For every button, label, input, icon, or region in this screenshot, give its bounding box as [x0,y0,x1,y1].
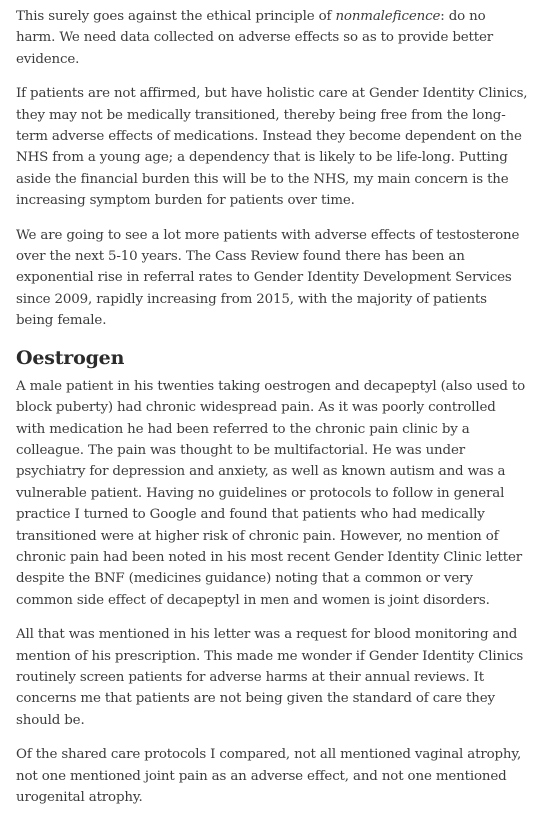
paragraph-ethics [16,6,528,70]
article-body [16,6,528,821]
paragraph-shared-care: Of the shared care protocols I compared, not all mentioned vaginal atrophy, not one mentioned joint pain as an adverse effect, and not one mentioned urogenital atrophy. [16,747,522,805]
paragraph-ethics-text-end: : do no harm. We need data collected on adverse effects so as to provide better evidence. [16,9,494,67]
section-heading-oestrogen: Oestrogen [16,346,125,369]
paragraph-ethics-text-start: This surely goes against the ethical principle of [16,9,336,24]
paragraph-case-study: A male patient in his twenties taking oestrogen and decapeptyl (also used to block puberty) had chronic widespread pain. As it was poorly controlled with medication he had been referred to the chronic pain clinic by a colleague. The pain was thought to be multifactorial. He was under psychiatry for depression and anxiety, as well as known autism and was a vulnerable patient. Having no guidelines or protocols to follow in general practice I turned to Google and found that patients who had medically transitioned were at higher risk of chronic pain. However, no mention of chronic pain had been noted in his most recent Gender Identity Clinic letter despite the BNF (medicines guidance) noting that a common or very common side effect of decapeptyl in men and women is joint disorders. [16,378,526,608]
paragraph-holistic-care: If patients are not affirmed, but have holistic care at Gender Identity Clinics, they may not be medically transitioned, thereby being free from the long-term adverse effects of medications. Instead they become dependent on the NHS from a young age; a dependency that is likely to be life-long. Putting aside the financial burden this will be to the NHS, my main concern is the increasing symptom burden for patients over time. [16,86,528,209]
paragraph-cass-review: We are going to see a lot more patients with adverse effects of testosterone over the next 5-10 years. The Cass Review found there has been an exponential rise in referral rates to Gender Identity Development Services since 2009, rapidly increasing from 2015, with the majority of patients being female. [16,227,520,329]
nonmaleficence-emphasis: nonmaleficence [335,9,441,24]
paragraph-letter: All that was mentioned in his letter was a request for blood monitoring and mention of his prescription. This made me wonder if Gender Identity Clinics routinely screen patients for adverse harms at their annual reviews. It concerns me that patients are not being given the standard of care they should be. [16,627,524,728]
